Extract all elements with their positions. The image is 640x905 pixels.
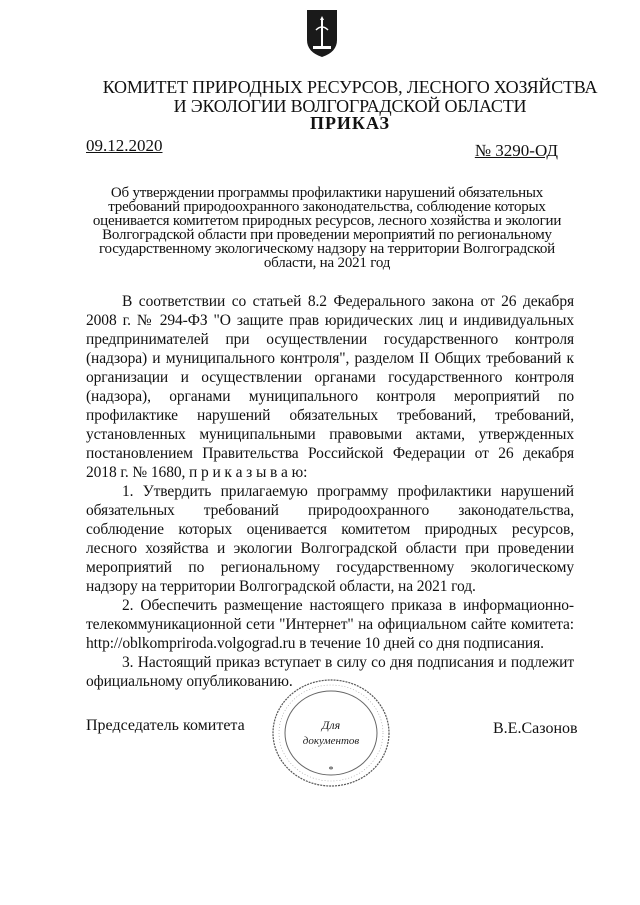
svg-text:*: *: [328, 765, 334, 776]
stamp-text-line1: Для: [321, 718, 341, 732]
item-1-paragraph: 1. Утвердить прилагаемую программу профилактики нарушений обязательных требований природоохранного законодательства, соблюдение которых оценивается комитетом природных ресурсов, лесного хозяйства и экологии Волгоградской области при проведении мероприятий по региональному государственному экологическому надзору на территории Волгоградской области, на 2021 год.: [86, 483, 574, 595]
order-body: [86, 292, 574, 691]
order-subject: Об утверждении программы профилактики нарушений обязательных требований природоохранного законодательства, соблюдение которых оценивается комитетом природных ресурсов, лесного хозяйства и экологии Волгоградской области при проведении мероприятий по региональному государственному экологическому надзору на территории Волгоградской области, на 2021 год: [92, 185, 562, 271]
signatory-name: В.Е.Сазонов: [493, 720, 578, 737]
signatory-position: Председатель комитета: [86, 717, 245, 734]
coat-of-arms-emblem: [305, 8, 339, 58]
preamble-paragraph: В соответствии со статьей 8.2 Федерального закона от 26 декабря 2008 г. № 294-ФЗ "О защите прав юридических лиц и индивидуальных предпринимателей при осуществлении государственного контроля (надзора) и муниципального контроля", разделом II Общих требований к организации и осуществлении органами государственного контроля (надзора), органами муниципального контроля мероприятий по профилактике нарушений обязательных требований, требований, установленных муниципальными правовыми актами, утвержденных постановлением Правительства Российской Федерации от 26 декабря 2018 г. № 1680, п р и к а з ы в а ю:: [86, 293, 574, 481]
organization-name-line1: КОМИТЕТ ПРИРОДНЫХ РЕСУРСОВ, ЛЕСНОГО ХОЗЯЙСТВА: [102, 77, 598, 97]
item-3-paragraph: 3. Настоящий приказ вступает в силу со дня подписания и подлежит официальному опубликованию.: [86, 654, 574, 690]
order-number: № 3290-ОД: [474, 141, 558, 160]
official-stamp: [270, 677, 392, 789]
order-date: 09.12.2020: [86, 136, 163, 155]
item-2-paragraph: 2. Обеспечить размещение настоящего приказа в информационно-телекоммуникационной сети "Интернет" на официальном сайте комитета: http://oblkompriroda.volgograd.ru в течение 10 дней со дня подписания.: [86, 597, 574, 652]
organization-name-line2: И ЭКОЛОГИИ ВОЛГОГРАДСКОЙ ОБЛАСТИ: [173, 96, 527, 116]
document-type: ПРИКАЗ: [309, 113, 391, 133]
stamp-text-line2: документов: [302, 735, 360, 747]
